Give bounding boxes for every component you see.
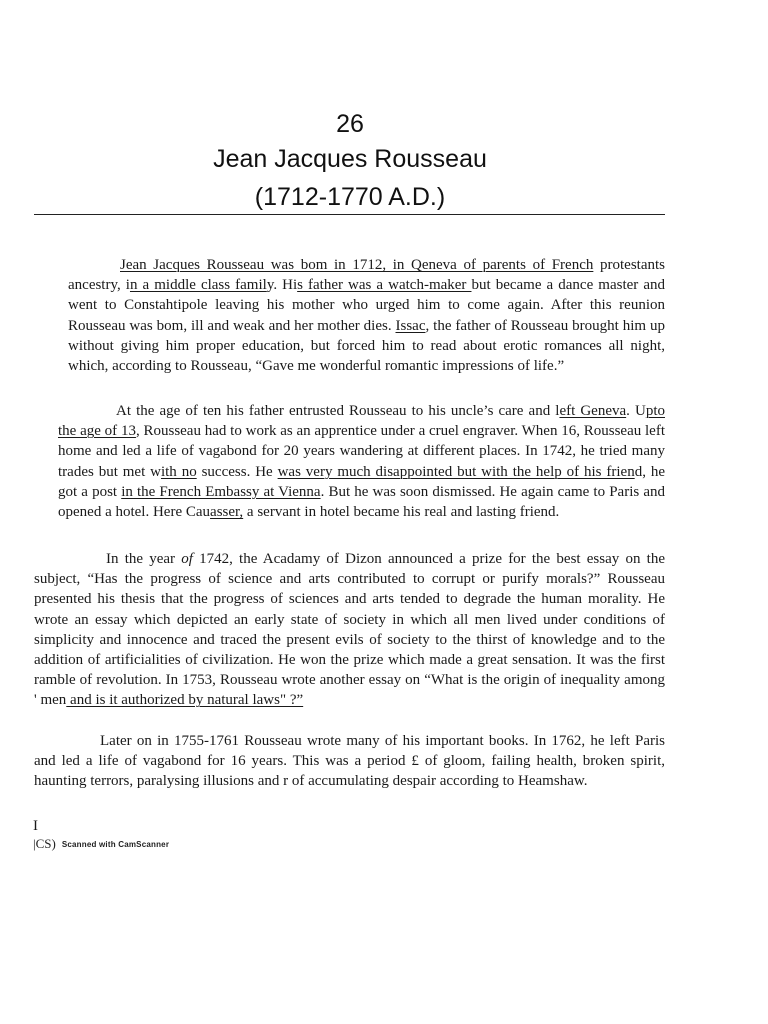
scanner-footer xyxy=(33,836,169,852)
text-span: of xyxy=(181,551,193,567)
text-span: d, he got a post xyxy=(58,463,665,500)
text-span: ith no xyxy=(160,463,197,480)
text-span: asser, xyxy=(210,504,244,521)
chapter-number: 26 xyxy=(336,110,364,138)
text-span: n a middle class famil xyxy=(129,277,267,294)
text-span: protestants ancestry, i xyxy=(68,257,665,294)
text-span: pto the age of 13 xyxy=(58,403,665,440)
camscanner-logo: |CS) xyxy=(33,836,56,851)
paragraph-2 xyxy=(58,401,665,522)
title-years: (1712-1770 A.D.) xyxy=(254,183,446,211)
text-span: 1742, the Acadamy of Dizon announced a prize for the best essay on the subject, “Has the progress of science and arts contributed to corrupt or purify morals?” Rousseau presented his thesis that the progress of sciences and arts tended to degrade the human morality. He wrote an essay which depicted an early state of society in which all men lived under conditions of simplicity and innocence and traced the present evils of society to the thirst of knowledge and to the addition of artificialities of civilization. He won the prize which made a great sensation. It was the first ramble of revolution. In 1753, Rousseau wrote another essay on “What is the origin of inequality among ' men xyxy=(34,551,665,709)
text-span: and is it authorized by natural laws" ?” xyxy=(66,692,304,709)
text-span: success. He xyxy=(196,463,278,480)
text-span: Jean Jacques Rousseau was bom in 1712, in Qeneva of parents of French xyxy=(120,257,594,273)
paragraph-4 xyxy=(34,731,665,792)
page-marker: I xyxy=(33,818,38,834)
text-span: . U xyxy=(626,403,646,419)
text-span: Issac xyxy=(395,317,426,334)
paragraph-3 xyxy=(34,549,665,711)
title-divider xyxy=(34,214,665,215)
text-span: . But he was soon dismissed. He again came to Paris and opened a hotel. Here Cau xyxy=(58,483,665,521)
text-span: Later on in 1755-1761 Rousseau wrote many of his important books. In 1762, he left Paris and led a life of vagabond for 16 years. This was a period £ of gloom, failing health, broken spirit, haunting terrors, paralysing illusions and r of accumulating despair according to Heamshaw. xyxy=(34,733,665,790)
text-span: a servant in hotel became his real and lasting friend. xyxy=(243,504,560,521)
text-span: , the father of Rousseau brought him up without giving him proper education, but forced him to read about erotic romances all night, which, according to Rousseau, “Gave me wonderful romantic impressions of life.” xyxy=(68,317,665,375)
text-span: in the French Embassy at Vienna xyxy=(121,483,321,500)
text-span: but became a dance master and went to Constahtipole leaving his mother who urged him to come again. After this reunion Rousseau was bom, ill and weak and her mother dies. xyxy=(68,277,665,334)
text-span: s father was a watch-maker xyxy=(297,277,472,294)
text-span: , Rousseau had to work as an apprentice under a cruel engraver. When 16, Rousseau left home and led a life of vagabond for 20 years wandering at different places. In 1742, he tried many trades but met w xyxy=(58,423,665,480)
text-span: At the age of ten his father entrusted Rousseau to his uncle’s care and l xyxy=(116,403,560,419)
text-span: eft Geneva xyxy=(559,403,627,419)
text-span: was very much disappointed but with the help of his frien xyxy=(277,463,635,480)
text-span: In the year xyxy=(106,551,182,567)
paragraph-1 xyxy=(68,255,665,376)
text-span: y. Hi xyxy=(266,277,298,294)
footer-text: Scanned with CamScanner xyxy=(61,840,170,849)
page-title: Jean Jacques Rousseau xyxy=(213,145,487,173)
